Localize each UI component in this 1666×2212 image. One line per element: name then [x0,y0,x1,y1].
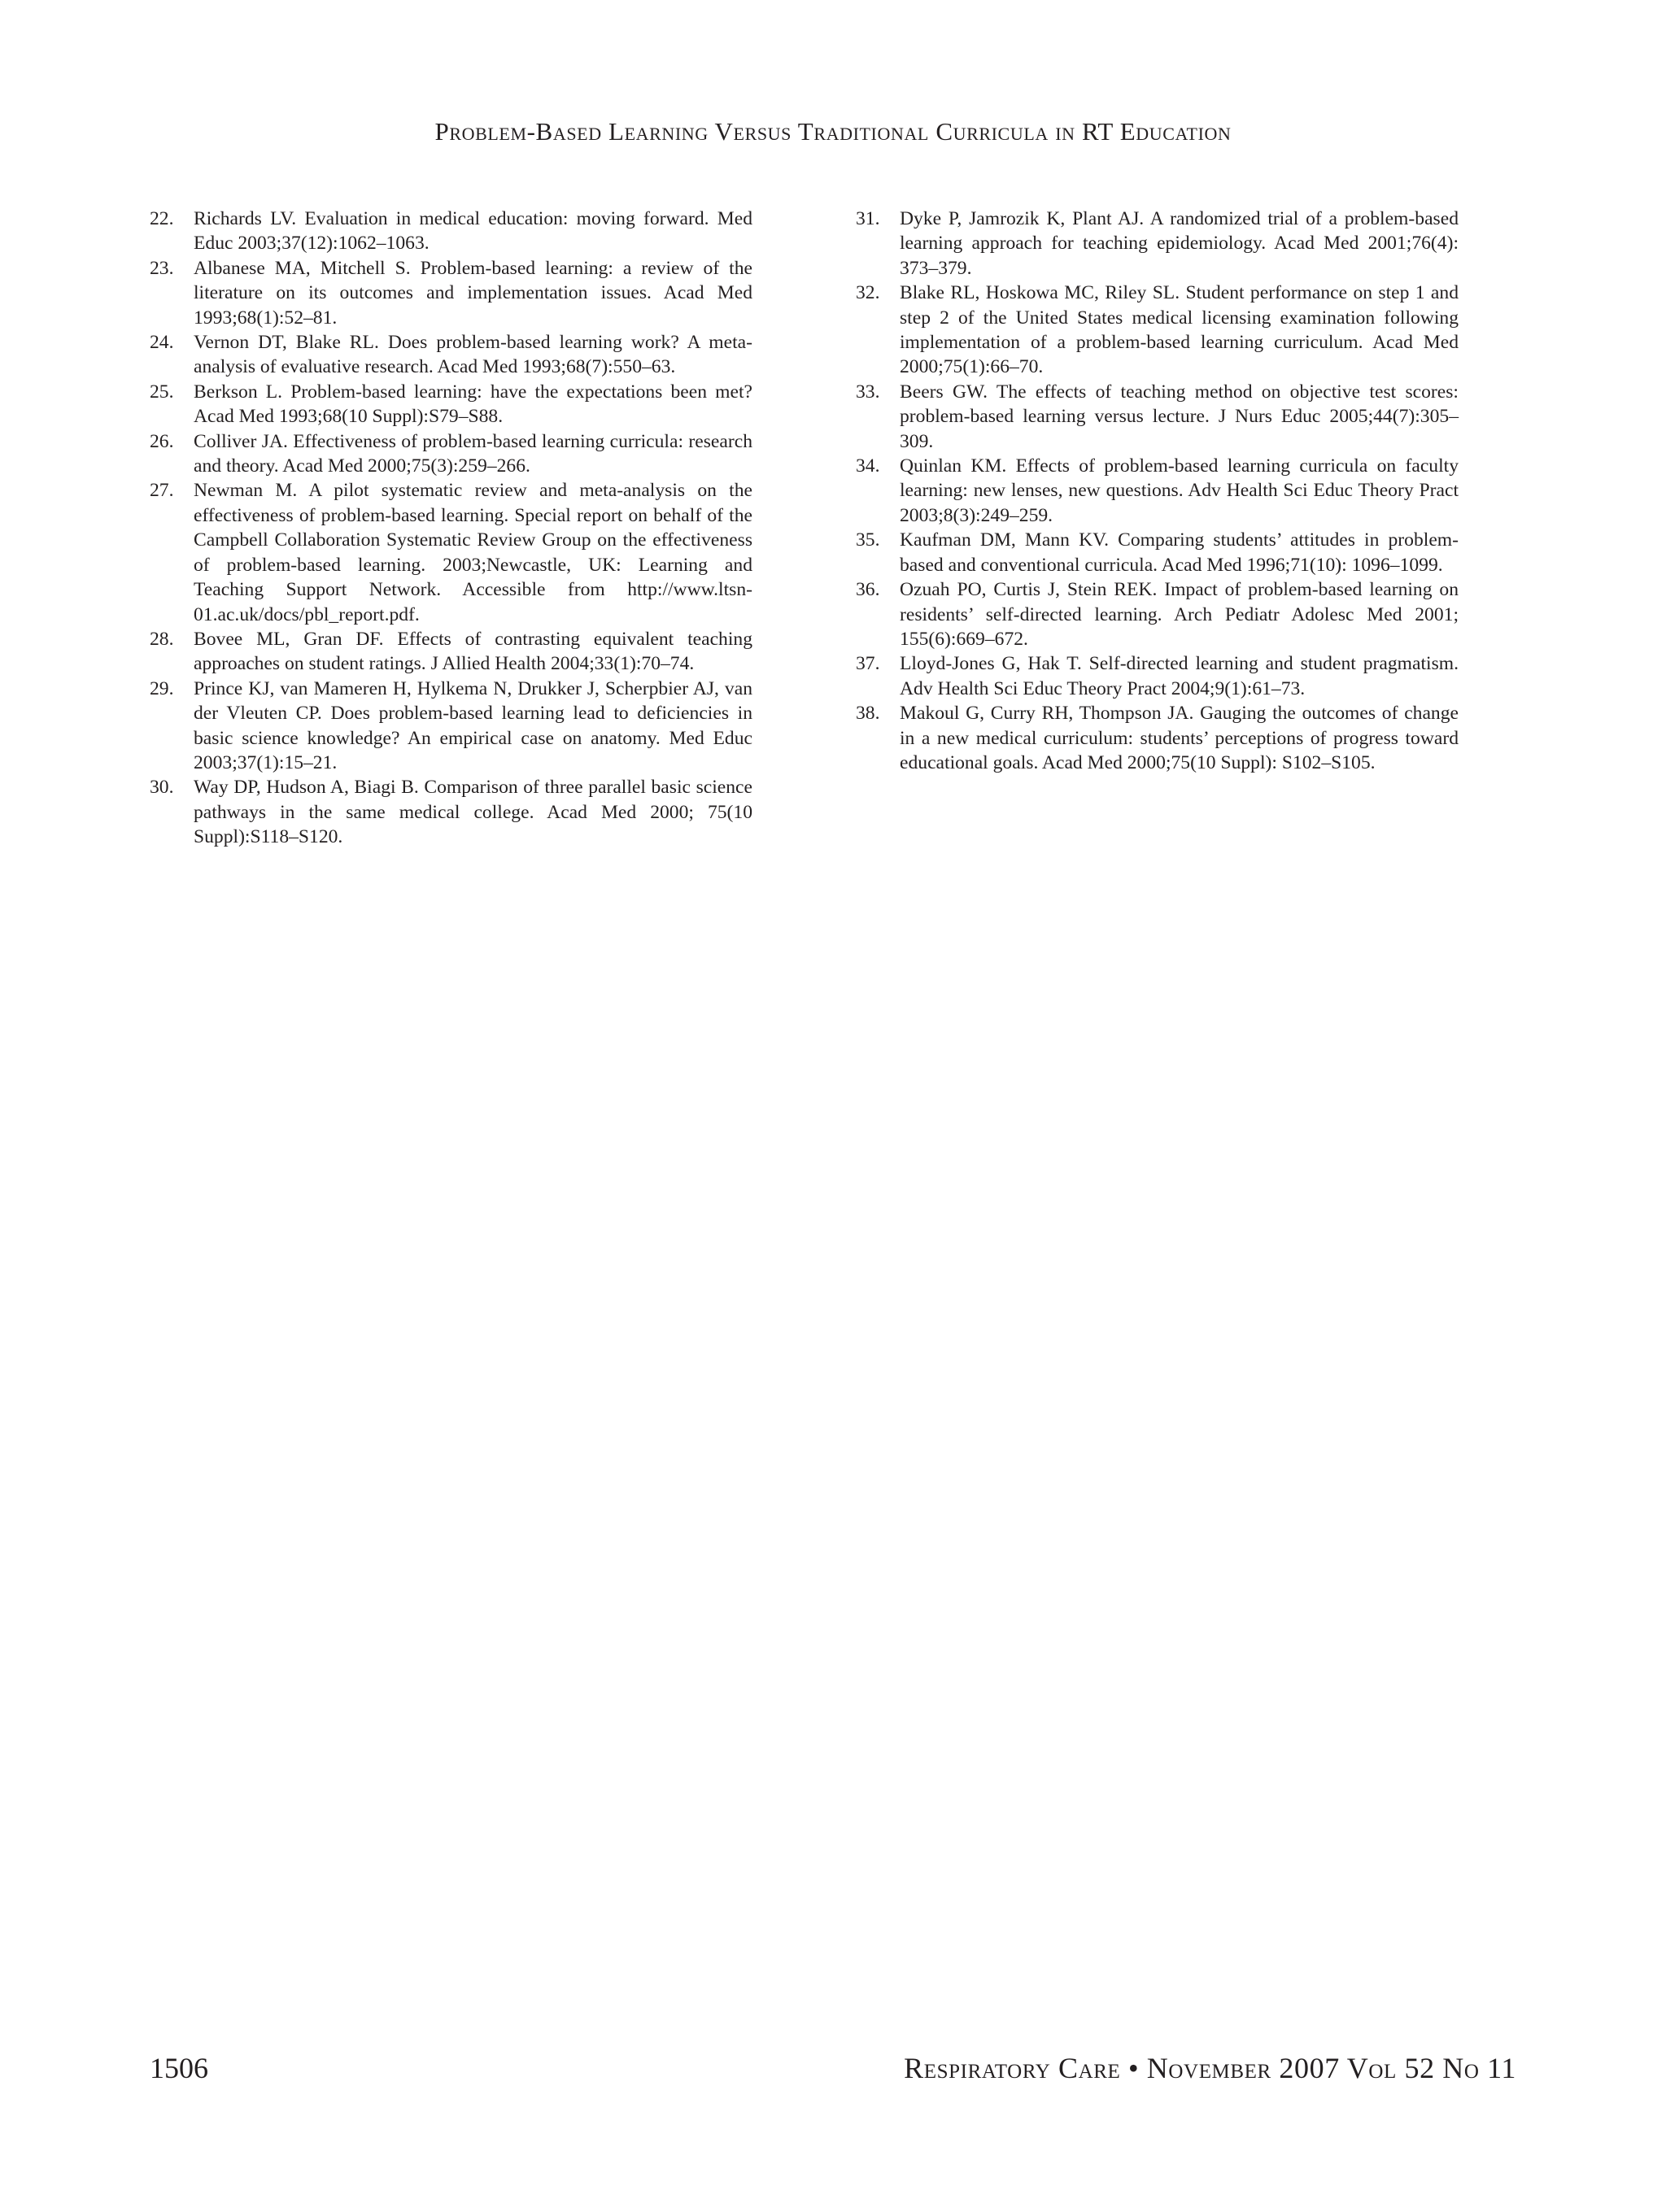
reference-item [150,256,752,330]
page-number: 1506 [150,2052,208,2084]
reference-item [150,330,752,380]
reference-item [150,677,752,776]
reference-text: Newman M. A pilot systematic review and meta-analysis on the effectiveness of problem-based learning. Special report on behalf of the Campbell Collaboration Systematic Review Group on the effectiveness of problem-based learning. 2003;Newcastle, UK: Learning and Teaching Support Network. Accessible from http://www.ltsn-01.ac.uk/docs/pbl_report.pdf. [194,480,752,625]
reference-item [856,281,1459,380]
reference-number: 36. [856,579,880,601]
reference-text: Richards LV. Evaluation in medical education: moving forward. Med Educ 2003;37(12):1062–1063. [194,208,752,255]
reference-item [856,577,1459,651]
reference-number: 34. [856,455,880,477]
running-title: Problem-Based Learning Versus Traditional Curricula in RT Education [434,117,1232,146]
reference-number: 35. [856,529,880,551]
reference-item [856,380,1459,454]
reference-item [856,701,1459,775]
reference-text: Blake RL, Hoskowa MC, Riley SL. Student performance on step 1 and step 2 of the United States medical licensing examination following implementation of a problem-based learning curriculum. Acad Med 2000;75(1):66–70. [900,282,1459,378]
reference-list-left-column [150,207,752,850]
reference-item [150,207,752,256]
reference-number: 31. [856,208,880,229]
reference-number: 27. [150,480,174,502]
reference-item [150,429,752,479]
reference-item [150,478,752,626]
reference-item [150,775,752,849]
reference-text: Way DP, Hudson A, Biagi B. Comparison of three parallel basic science pathways in the same medical college. Acad Med 2000; 75(10 Suppl):S118–S120. [194,777,752,848]
reference-text: Makoul G, Curry RH, Thompson JA. Gauging the outcomes of change in a new medical curriculum: students’ perceptions of progress toward educational goals. Acad Med 2000;75(10 Suppl): S102–S105. [900,703,1459,773]
reference-number: 38. [856,703,880,725]
reference-item [856,651,1459,701]
reference-item [856,207,1459,281]
reference-number: 25. [150,381,174,403]
reference-number: 37. [856,653,880,675]
reference-text: Beers GW. The effects of teaching method on objective test scores: problem-based learning versus lecture. J Nurs Educ 2005;44(7):305–309. [900,381,1459,452]
reference-text: Colliver JA. Effectiveness of problem-based learning curricula: research and theory. Acad Med 2000;75(3):259–266. [194,430,752,477]
reference-number: 29. [150,677,174,699]
reference-number: 23. [150,257,174,279]
reference-item [856,528,1459,577]
reference-text: Dyke P, Jamrozik K, Plant AJ. A randomized trial of a problem-based learning approach for teaching epidemiology. Acad Med 2001;76(4): 373–379. [900,208,1459,279]
reference-text: Prince KJ, van Mameren H, Hylkema N, Drukker J, Scherpbier AJ, van der Vleuten CP. Does problem-based learning lead to deficiencies in basic science knowledge? An empirical case on anatomy. Med Educ 2003;37(1):15–21. [194,677,752,773]
reference-text: Berkson L. Problem-based learning: have the expectations been met? Acad Med 1993;68(10 Suppl):S79–S88. [194,381,752,428]
reference-number: 33. [856,381,880,403]
reference-text: Vernon DT, Blake RL. Does problem-based learning work? A meta-analysis of evaluative research. Acad Med 1993;68(7):550–63. [194,332,752,378]
journal-citation: Respiratory Care • November 2007 Vol 52 No 11 [904,2052,1516,2084]
reference-text: Albanese MA, Mitchell S. Problem-based learning: a review of the literature on its outcomes and implementation issues. Acad Med 1993;68(1):52–81. [194,257,752,329]
reference-text: Lloyd-Jones G, Hak T. Self-directed learning and student pragmatism. Adv Health Sci Educ Theory Pract 2004;9(1):61–73. [900,653,1459,699]
reference-text: Quinlan KM. Effects of problem-based learning curricula on faculty learning: new lenses, new questions. Adv Health Sci Educ Theory Pract 2003;8(3):249–259. [900,455,1459,526]
reference-number: 26. [150,430,174,452]
reference-number: 32. [856,282,880,304]
reference-text: Kaufman DM, Mann KV. Comparing students’ attitudes in problem-based and conventional curricula. Acad Med 1996;71(10): 1096–1099. [900,529,1459,576]
reference-number: 30. [150,777,174,799]
reference-item [150,627,752,677]
reference-number: 24. [150,332,174,354]
reference-number: 22. [150,208,174,229]
reference-list-right-column [856,207,1459,775]
reference-item [856,454,1459,528]
reference-text: Bovee ML, Gran DF. Effects of contrasting equivalent teaching approaches on student ratings. J Allied Health 2004;33(1):70–74. [194,628,752,675]
reference-number: 28. [150,628,174,650]
reference-text: Ozuah PO, Curtis J, Stein REK. Impact of problem-based learning on residents’ self-directed learning. Arch Pediatr Adolesc Med 2001; 155(6):669–672. [900,579,1459,650]
reference-item [150,380,752,429]
